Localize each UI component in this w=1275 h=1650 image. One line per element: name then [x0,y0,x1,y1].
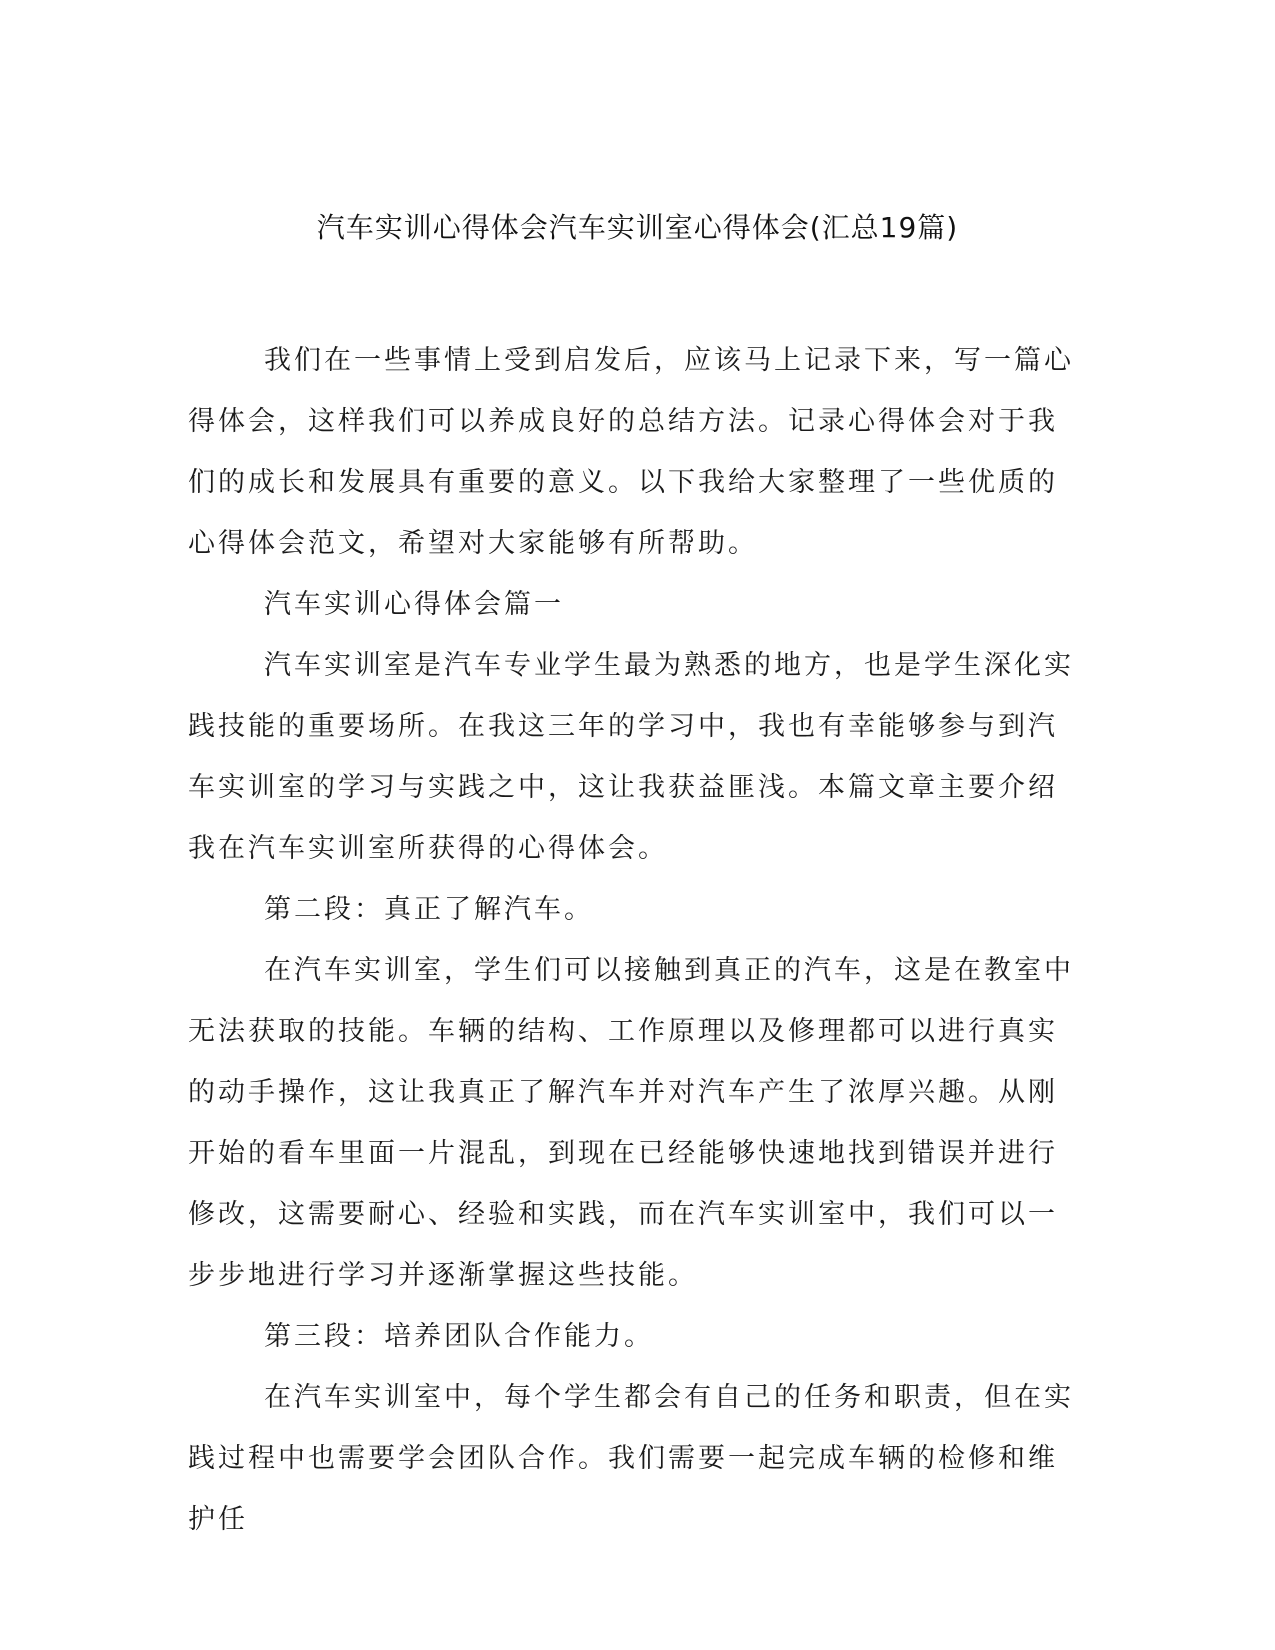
section-heading-third: 第三段：培养团队合作能力。 [264,1321,654,1352]
section-heading-part-one: 汽车实训心得体会篇一 [264,589,564,620]
document-title: 汽车实训心得体会汽车实训室心得体会(汇总19篇) [316,211,959,244]
body-paragraph: 在汽车实训室中，每个学生都会有自己的任务和职责，但在实践过程中也需要学会团队合作。我们需要一起完成车辆的检修和维护任 [188,1382,1074,1535]
body-paragraph: 在汽车实训室，学生们可以接触到真正的汽车，这是在教室中无法获取的技能。车辆的结构、工作原理以及修理都可以进行真实的动手操作，这让我真正了解汽车并对汽车产生了浓厚兴趣。从刚开始的看车里面一片混乱，到现在已经能够快速地找到错误并进行修改，这需要耐心、经验和实践，而在汽车实训室中，我们可以一步步地进行学习并逐渐掌握这些技能。 [188,955,1074,1291]
section-heading-second: 第二段：真正了解汽车。 [264,894,594,925]
body-paragraph: 汽车实训室是汽车专业学生最为熟悉的地方，也是学生深化实践技能的重要场所。在我这三年的学习中，我也有幸能够参与到汽车实训室的学习与实践之中，这让我获益匪浅。本篇文章主要介绍我在汽车实训室所获得的心得体会。 [188,650,1074,864]
intro-paragraph: 我们在一些事情上受到启发后，应该马上记录下来，写一篇心得体会，这样我们可以养成良好的总结方法。记录心得体会对于我们的成长和发展具有重要的意义。以下我给大家整理了一些优质的心得体会范文，希望对大家能够有所帮助。 [188,345,1074,559]
document-body [188,330,1078,1550]
